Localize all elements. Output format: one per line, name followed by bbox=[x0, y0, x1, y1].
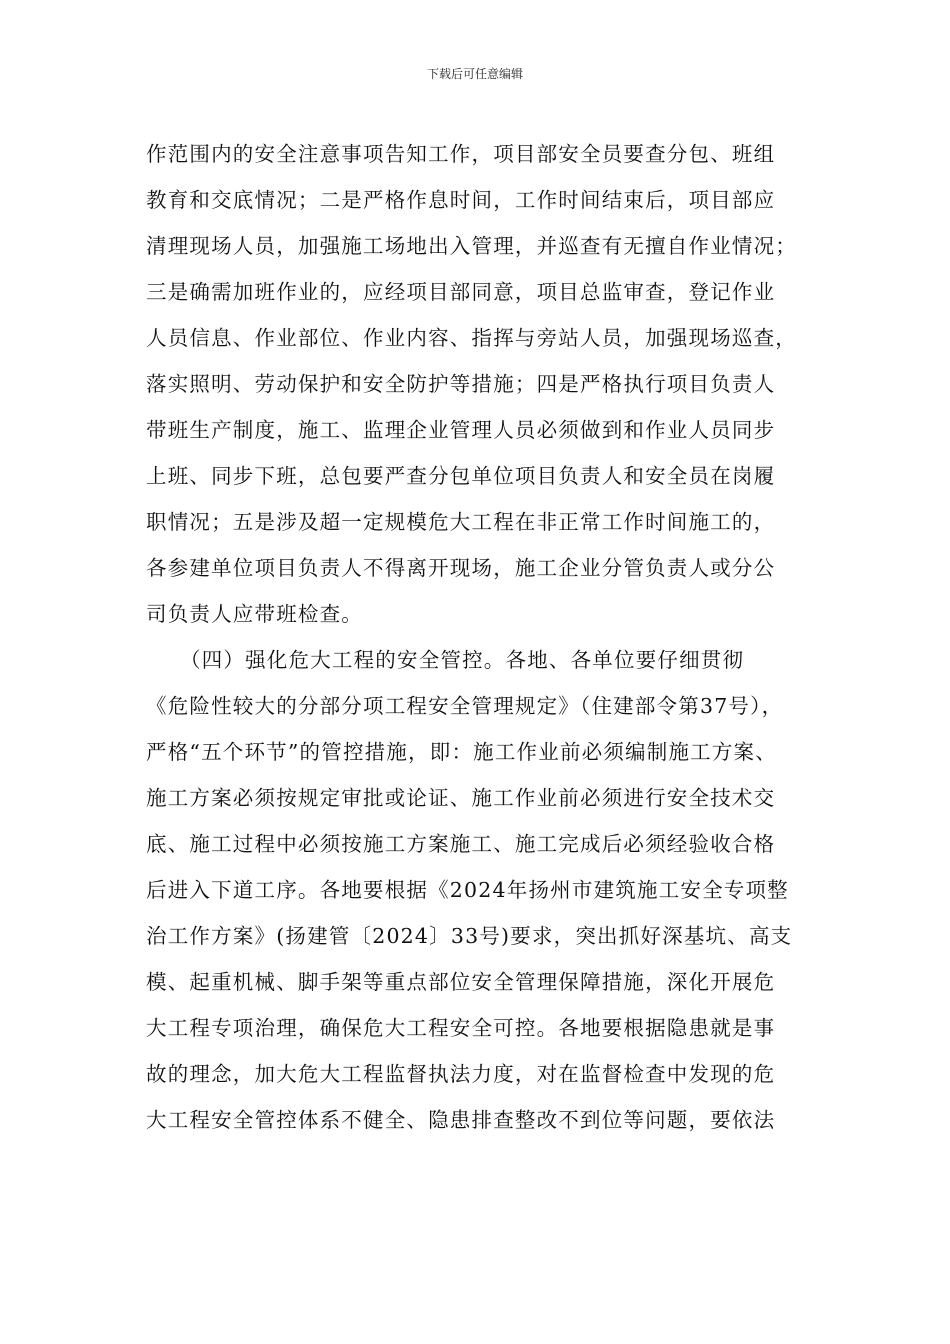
text-line: 清理现场人员，加强施工场地出入管理，并巡查有无擅自作业情况； bbox=[146, 234, 797, 258]
section-heading-line: （四）强化危大工程的安全管控。各地、各单位要仔细贯彻 bbox=[180, 648, 745, 672]
text-line: 大工程安全管控体系不健全、隐患排查整改不到位等问题，要依法 bbox=[146, 1108, 776, 1132]
text-line: 教育和交底情况；二是严格作息时间，工作时间结束后，项目部应 bbox=[146, 188, 776, 212]
text-line: 作范围内的安全注意事项告知工作，项目部安全员要查分包、班组 bbox=[146, 142, 776, 166]
text-line: 职情况；五是涉及超一定规模危大工程在非正常工作时间施工的， bbox=[146, 510, 776, 534]
text-line: 故的理念，加大危大工程监督执法力度，对在监督检查中发现的危 bbox=[146, 1062, 776, 1086]
text-line: 带班生产制度，施工、监理企业管理人员必须做到和作业人员同步 bbox=[146, 418, 776, 442]
page-header-note: 下载后可任意编辑 bbox=[426, 67, 523, 81]
text-line: 《危险性较大的分部分项工程安全管理规定》（住建部令第37号）， bbox=[146, 694, 784, 718]
text-line: 治工作方案》(扬建管〔2024〕33号)要求，突出抓好深基坑、高支 bbox=[146, 924, 793, 948]
text-line: 人员信息、作业部位、作业内容、指挥与旁站人员，加强现场巡查， bbox=[146, 326, 797, 350]
text-line: 施工方案必须按规定审批或论证、施工作业前必须进行安全技术交 bbox=[146, 786, 776, 810]
text-line: 三是确需加班作业的，应经项目部同意，项目总监审查，登记作业 bbox=[146, 280, 776, 304]
text-line: 模、起重机械、脚手架等重点部位安全管理保障措施，深化开展危 bbox=[146, 970, 776, 994]
text-line: 各参建单位项目负责人不得离开现场，施工企业分管负责人或分公 bbox=[146, 556, 776, 580]
text-line: 后进入下道工序。各地要根据《2024年扬州市建筑施工安全专项整 bbox=[146, 878, 789, 902]
text-line: 上班、同步下班，总包要严查分包单位项目负责人和安全员在岗履 bbox=[146, 464, 776, 488]
text-line: 落实照明、劳动保护和安全防护等措施；四是严格执行项目负责人 bbox=[146, 372, 776, 396]
text-line: 底、施工过程中必须按施工方案施工、施工完成后必须经验收合格 bbox=[146, 832, 776, 856]
text-line: 严格“五个环节”的管控措施，即：施工作业前必须编制施工方案、 bbox=[146, 740, 777, 764]
text-line: 大工程专项治理，确保危大工程安全可控。各地要根据隐患就是事 bbox=[146, 1016, 776, 1040]
text-line: 司负责人应带班检查。 bbox=[146, 602, 363, 626]
document-body bbox=[146, 131, 826, 1143]
